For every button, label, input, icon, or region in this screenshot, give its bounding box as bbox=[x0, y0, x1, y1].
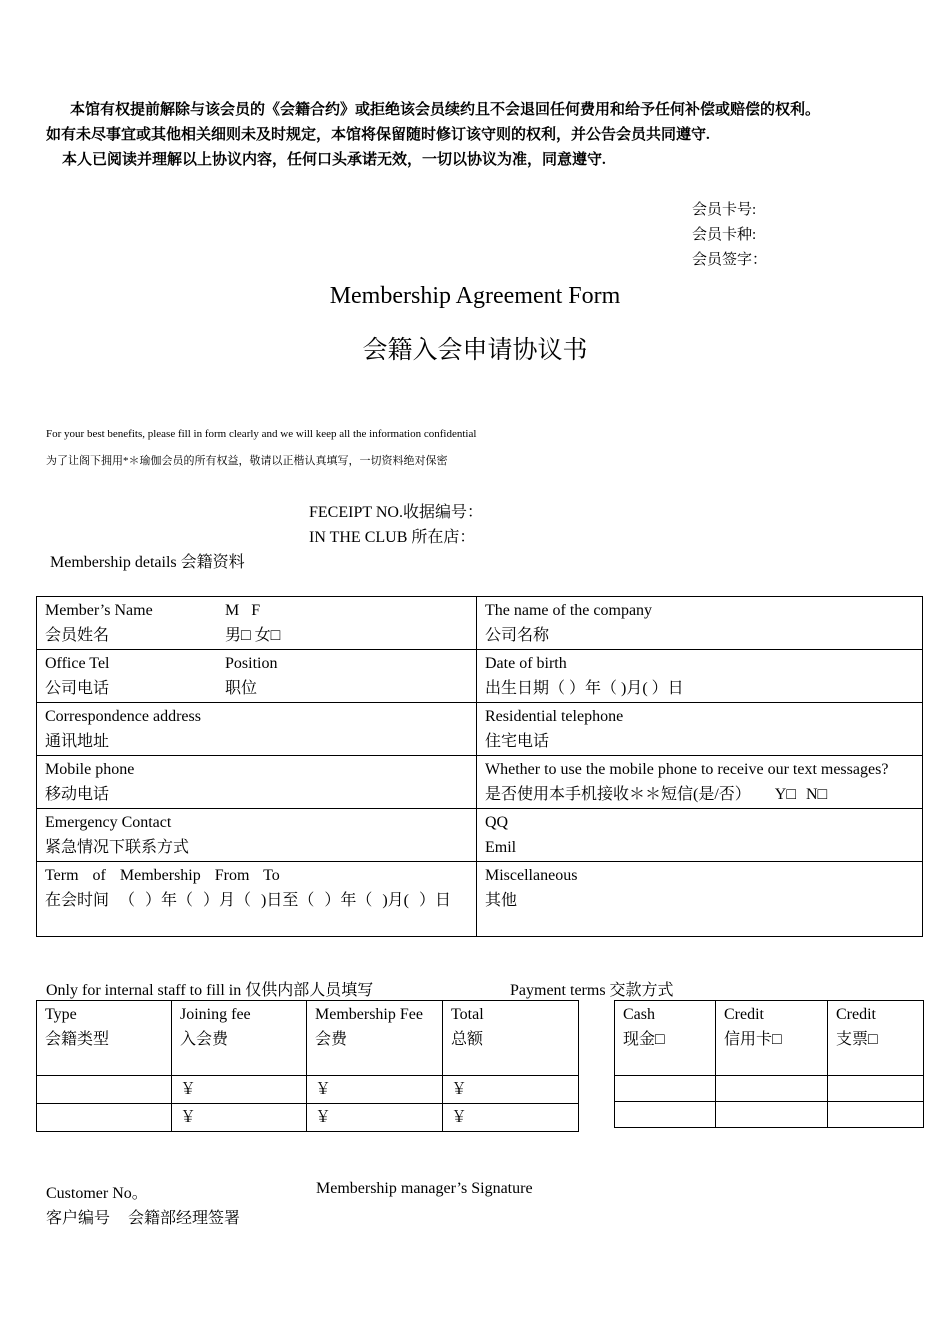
position-cn: 职位 bbox=[225, 680, 258, 697]
emergency-contact-cn: 紧急情况下联系方式 bbox=[45, 839, 190, 856]
fee-cell[interactable] bbox=[307, 1076, 443, 1104]
membership-term-cn: 在会时间 （ ）年（ ）月（ )日至（ ）年（ )月( ）日 bbox=[45, 892, 451, 909]
yen-symbol: ￥ bbox=[451, 1081, 468, 1098]
emergency-contact-en: Emergency Contact bbox=[45, 814, 172, 831]
payment-credit-card-checkbox[interactable]: Credit 信用卡□ bbox=[716, 1001, 828, 1076]
payment-cell[interactable] bbox=[615, 1102, 716, 1128]
intro-line-2: 如有未尽事宜或其他相关细则未及时规定，本馆将保留随时修订该守则的权利，并公告会员共同遵守. bbox=[46, 127, 710, 143]
address-cell[interactable] bbox=[37, 703, 477, 756]
payment-cash-checkbox[interactable]: Cash 现金□ bbox=[615, 1001, 716, 1076]
membership-details-table bbox=[36, 596, 923, 937]
yen-symbol: ￥ bbox=[451, 1109, 468, 1126]
fee-header-total: Total 总额 bbox=[443, 1001, 579, 1076]
yen-symbol: ￥ bbox=[315, 1081, 332, 1098]
position-en: Position bbox=[225, 655, 278, 672]
member-name-cn: 会员姓名 bbox=[45, 627, 110, 644]
date-of-birth-cell[interactable] bbox=[477, 650, 923, 703]
gender-en: M F bbox=[225, 602, 261, 619]
internal-staff-label: Only for internal staff to fill in 仅供内部人员填写 bbox=[46, 982, 374, 999]
club-label: IN THE CLUB 所在店： bbox=[309, 529, 476, 546]
miscellaneous-en: Miscellaneous bbox=[485, 867, 578, 884]
membership-details-label: Membership details 会籍资料 bbox=[50, 554, 245, 571]
member-name-en: Member’s Name bbox=[45, 602, 153, 619]
membership-term-cell[interactable] bbox=[37, 862, 477, 937]
page-title-en: Membership Agreement Form bbox=[329, 283, 621, 309]
fee-header-joining: Joining fee 入会费 bbox=[172, 1001, 307, 1076]
fee-cell[interactable] bbox=[37, 1104, 172, 1132]
miscellaneous-cell[interactable] bbox=[477, 862, 923, 937]
office-tel-cell[interactable] bbox=[37, 650, 477, 703]
company-name-cn: 公司名称 bbox=[485, 627, 550, 644]
office-tel-cn: 公司电话 bbox=[45, 680, 110, 697]
fee-cell[interactable] bbox=[37, 1076, 172, 1104]
sms-yes-no-checkboxes[interactable]: Y□ N□ bbox=[774, 786, 828, 803]
notice-en: For your best benefits, please fill in form clearly and we will keep all the information confidential bbox=[46, 428, 477, 440]
fee-cell[interactable] bbox=[307, 1104, 443, 1132]
payment-terms-label: Payment terms 交款方式 bbox=[510, 982, 674, 999]
gender-checkboxes[interactable]: 男□ 女□ bbox=[225, 627, 281, 644]
payment-cheque-checkbox[interactable]: Credit 支票□ bbox=[828, 1001, 924, 1076]
customer-no-label: Customer No。 bbox=[46, 1185, 148, 1202]
card-number-label: 会员卡号: bbox=[692, 202, 757, 218]
member-signature-label: 会员签字： bbox=[692, 252, 768, 268]
miscellaneous-cn: 其他 bbox=[485, 892, 518, 909]
residential-tel-cell[interactable] bbox=[477, 703, 923, 756]
fee-header-type: Type 会籍类型 bbox=[37, 1001, 172, 1076]
email-label: Emil bbox=[485, 839, 517, 856]
receipt-no-label: FECEIPT NO.收据编号： bbox=[309, 504, 483, 521]
emergency-contact-cell[interactable] bbox=[37, 809, 477, 862]
intro-line-3: 本人已阅读并理解以上协议内容，任何口头承诺无效，一切以协议为准，同意遵守. bbox=[62, 152, 606, 168]
fee-cell[interactable] bbox=[172, 1076, 307, 1104]
sms-consent-en: Whether to use the mobile phone to receive our text messages? bbox=[485, 761, 889, 778]
payment-cell[interactable] bbox=[828, 1102, 924, 1128]
qq-label: QQ bbox=[485, 814, 509, 831]
dob-cn: 出生日期（ ）年（ )月( ）日 bbox=[485, 680, 684, 697]
membership-term-en: Term of Membership From To bbox=[45, 867, 280, 884]
member-name-cell[interactable] bbox=[37, 597, 477, 650]
fee-table bbox=[36, 1000, 579, 1132]
sms-consent-cn: 是否使用本手机接收＊＊短信(是/否） bbox=[485, 786, 751, 803]
company-name-en: The name of the company bbox=[485, 602, 653, 619]
address-en: Correspondence address bbox=[45, 708, 201, 725]
yen-symbol: ￥ bbox=[315, 1109, 332, 1126]
payment-cell[interactable] bbox=[716, 1102, 828, 1128]
payment-table bbox=[614, 1000, 924, 1128]
mobile-phone-en: Mobile phone bbox=[45, 761, 135, 778]
mobile-phone-cn: 移动电话 bbox=[45, 786, 110, 803]
fee-cell[interactable] bbox=[172, 1104, 307, 1132]
yen-symbol: ￥ bbox=[180, 1081, 197, 1098]
qq-email-cell[interactable] bbox=[477, 809, 923, 862]
company-name-cell[interactable] bbox=[477, 597, 923, 650]
payment-cell[interactable] bbox=[615, 1076, 716, 1102]
card-type-label: 会员卡种: bbox=[692, 227, 757, 243]
fee-cell[interactable] bbox=[443, 1076, 579, 1104]
address-cn: 通讯地址 bbox=[45, 733, 110, 750]
sms-consent-cell[interactable] bbox=[477, 756, 923, 809]
residential-tel-en: Residential telephone bbox=[485, 708, 624, 725]
office-tel-en: Office Tel bbox=[45, 655, 110, 672]
fee-cell[interactable] bbox=[443, 1104, 579, 1132]
payment-cell[interactable] bbox=[828, 1076, 924, 1102]
page-title-cn: 会籍入会申请协议书 bbox=[362, 337, 588, 364]
dob-en: Date of birth bbox=[485, 655, 567, 672]
intro-line-1: 本馆有权提前解除与该会员的《会籍合约》或拒绝该会员续约且不会退回任何费用和给予任何补偿或赔偿的权利。 bbox=[70, 102, 821, 118]
mobile-phone-cell[interactable] bbox=[37, 756, 477, 809]
yen-symbol: ￥ bbox=[180, 1109, 197, 1126]
residential-tel-cn: 住宅电话 bbox=[485, 733, 550, 750]
payment-cell[interactable] bbox=[716, 1076, 828, 1102]
manager-signature-label: Membership manager’s Signature bbox=[316, 1180, 533, 1197]
notice-cn: 为了让阁下拥用*＊瑜伽会员的所有权益，敬请以正楷认真填写，一切资料绝对保密 bbox=[46, 455, 448, 467]
fee-header-membership: Membership Fee 会费 bbox=[307, 1001, 443, 1076]
footer-cn-labels: 客户编号 会籍部经理签署 bbox=[46, 1210, 241, 1227]
